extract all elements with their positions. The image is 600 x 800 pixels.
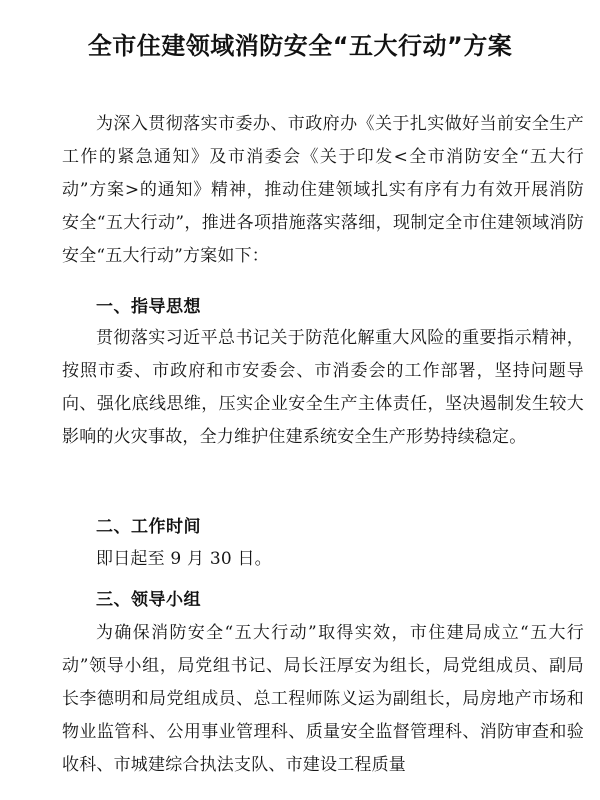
section-heading-working-time: 二、工作时间 <box>96 517 201 537</box>
section-text-guiding-ideology: 贯彻落实习近平总书记关于防范化解重大风险的重要指示精神，按照市委、市政府和市安委会、市消委会的工作部署，坚持问题导向、强化底线思维，压实企业安全生产主体责任，坚决遏制发生较大影响的火灾事故，全力维护住建系统安全生产形势持续稳定。 <box>62 328 584 447</box>
document-title: 全市住建领域消防安全“五大行动”方案 <box>87 32 513 60</box>
intro-paragraph <box>62 108 584 273</box>
section-text-leadership-group: 为确保消防安全“五大行动”取得实效，市住建局成立“五大行动”领导小组，局党组书记、局长汪厚安为组长，局党组成员、副局长李德明和局党组成员、总工程师陈义运为副组长，局房地产市场和物业监管科、公用事业管理科、质量安全监督管理科、消防审查和验收科、市城建综合执法支队、市建设工程质量 <box>62 623 584 775</box>
section-paragraph-leadership-group <box>62 617 584 782</box>
intro-text: 为深入贯彻落实市委办、市政府办《关于扎实做好当前安全生产工作的紧急通知》及市消委会《关于印发<全市消防安全“五大行动”方案>的通知》精神，推动住建领域扎实有序有力有效开展消防安全“五大行动”，推进各项措施落实落细，现制定全市住建领域消防安全“五大行动”方案如下： <box>62 114 584 266</box>
section-heading-guiding-ideology: 一、指导思想 <box>96 297 201 317</box>
section-heading-leadership-group: 三、领导小组 <box>96 590 201 610</box>
section-paragraph-guiding-ideology <box>62 322 584 454</box>
section-text-working-time: 即日起至 9 月 30 日。 <box>96 549 272 569</box>
